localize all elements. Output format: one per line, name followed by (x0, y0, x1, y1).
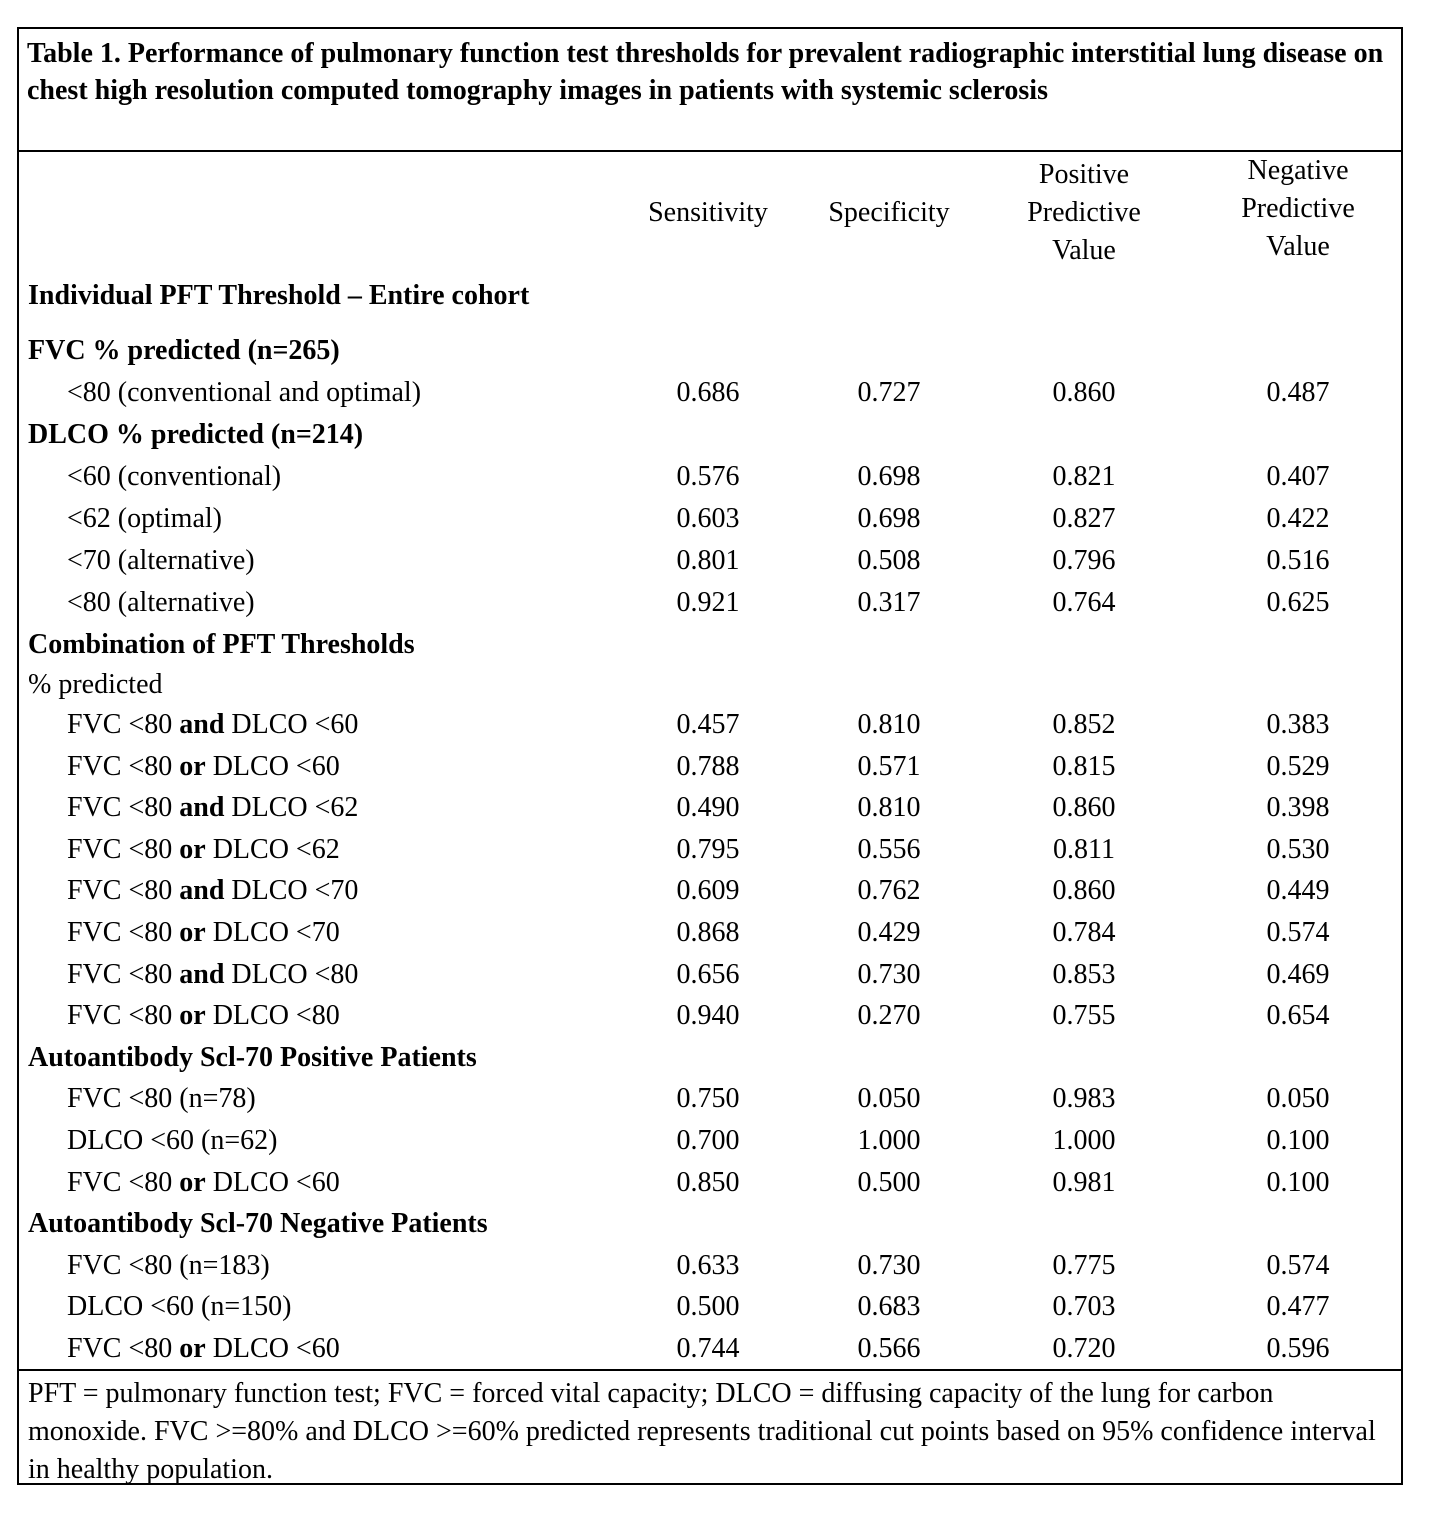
specificity-value: 0.556 (857, 833, 921, 865)
npv-value: 0.487 (1266, 377, 1330, 408)
row-label: <80 (conventional and optimal) (67, 377, 422, 408)
section-heading-fvc-label: FVC % predicted (n=265) (28, 335, 340, 366)
specificity-value: 0.500 (857, 1166, 921, 1198)
npv-value: 0.407 (1266, 461, 1330, 492)
specificity-value: 0.317 (857, 587, 921, 618)
table-row (19, 1286, 1401, 1328)
ppv-value: 0.827 (1052, 503, 1116, 534)
npv-value: 0.422 (1266, 503, 1330, 534)
row-label-post: DLCO <60 (205, 1333, 340, 1364)
sensitivity-value: 0.850 (676, 1166, 740, 1198)
row-label-post: DLCO <60 (205, 1166, 340, 1198)
column-header-row (19, 152, 1401, 282)
column-header-npv-line: Value (1266, 231, 1330, 262)
row-label (67, 995, 340, 1037)
table-row (19, 582, 1401, 624)
specificity-value: 0.727 (857, 377, 921, 408)
table-row (19, 1120, 1401, 1162)
row-label-pre: FVC <80 (67, 1333, 180, 1364)
table-row (19, 704, 1401, 746)
column-header-npv (1218, 152, 1378, 266)
column-header-specificity: Specificity (828, 197, 950, 228)
section-heading-scl70-negative-label: Autoantibody Scl-70 Negative Patients (28, 1208, 488, 1240)
ppv-value: 0.703 (1052, 1291, 1116, 1323)
row-label-post: DLCO <62 (224, 792, 359, 824)
ppv-value: 0.852 (1052, 709, 1116, 740)
column-header-ppv (1004, 156, 1164, 270)
table-row (19, 746, 1401, 788)
npv-value: 0.574 (1266, 917, 1330, 948)
npv-value: 0.469 (1266, 958, 1330, 990)
specificity-value: 0.571 (857, 750, 921, 782)
row-label-pre: FVC <80 (67, 750, 180, 782)
sensitivity-value: 0.788 (676, 750, 740, 782)
row-label (67, 954, 358, 996)
ppv-value: 0.764 (1052, 587, 1116, 618)
row-label-pre: DLCO <60 (n=150) (67, 1291, 292, 1323)
specificity-value: 0.810 (857, 709, 921, 740)
npv-value: 0.100 (1266, 1125, 1330, 1156)
table-row (19, 870, 1401, 912)
row-label (67, 1078, 256, 1120)
table-row (19, 1162, 1401, 1204)
section-subheading-label: % predicted (28, 669, 163, 700)
npv-value: 0.654 (1266, 1000, 1330, 1032)
ppv-value: 0.821 (1052, 461, 1116, 492)
sensitivity-value: 0.656 (676, 958, 740, 990)
row-label-post: DLCO <80 (224, 958, 359, 990)
specificity-value: 0.566 (857, 1333, 921, 1364)
table-row (19, 954, 1401, 996)
ppv-value: 0.784 (1052, 917, 1116, 948)
row-label-conjunction: or (179, 1166, 206, 1198)
sensitivity-value: 0.921 (676, 587, 740, 618)
row-label-pre: FVC <80 (67, 1166, 180, 1198)
sensitivity-value: 0.576 (676, 461, 740, 492)
row-label-pre: FVC <80 (67, 1000, 180, 1032)
section-heading-scl70-negative (19, 1203, 1401, 1245)
ppv-value: 0.853 (1052, 958, 1116, 990)
row-label (67, 912, 340, 954)
row-label (67, 1162, 340, 1204)
column-header-ppv-line: Positive (1038, 159, 1130, 190)
table-footnote: PFT = pulmonary function test; FVC = forced vital capacity; DLCO = diffusing capacity of the lung for carbon monoxide. FVC >=80% and DLCO >=60% predicted represents traditional cut points based on 95% confidence interval in healthy population. (19, 1369, 1401, 1485)
sensitivity-value: 0.940 (676, 1000, 740, 1032)
section-heading-individual (19, 275, 1401, 317)
row-label (67, 1120, 277, 1162)
row-label (67, 870, 358, 912)
section-heading-fvc (19, 330, 1401, 372)
row-label-pre: DLCO <60 (n=62) (67, 1125, 278, 1156)
row-label-pre: FVC <80 (n=183) (67, 1249, 270, 1281)
specificity-value: 0.730 (857, 1249, 921, 1281)
specificity-value: 1.000 (857, 1125, 921, 1156)
sensitivity-value: 0.700 (676, 1125, 740, 1156)
row-label-conjunction: or (179, 1333, 206, 1364)
row-label-conjunction: and (179, 709, 225, 740)
row-label: <60 (conventional) (67, 461, 282, 492)
column-header-ppv-line: Predictive (1027, 197, 1141, 228)
row-label: <80 (alternative) (67, 587, 255, 618)
sensitivity-value: 0.750 (676, 1083, 740, 1115)
ppv-value: 0.796 (1052, 545, 1116, 576)
section-subheading (19, 664, 1401, 706)
row-label: <70 (alternative) (67, 545, 255, 576)
row-label-conjunction: and (179, 875, 225, 907)
table-row (19, 1245, 1401, 1287)
table-row (19, 498, 1401, 540)
npv-value: 0.100 (1266, 1166, 1330, 1198)
row-label (67, 1245, 270, 1287)
sensitivity-value: 0.500 (676, 1291, 740, 1323)
row-label: <62 (optimal) (67, 503, 222, 534)
sensitivity-value: 0.686 (676, 377, 740, 408)
table-caption: Table 1. Performance of pulmonary function test thresholds for prevalent radiographic interstitial lung disease on chest high resolution computed tomography images in patients with systemic sclerosis (19, 29, 1401, 152)
row-label-conjunction: and (179, 792, 225, 824)
row-label-post: DLCO <70 (205, 917, 340, 948)
row-label-conjunction: or (179, 1000, 206, 1032)
ppv-value: 0.755 (1052, 1000, 1116, 1032)
npv-value: 0.529 (1266, 750, 1330, 782)
row-label-post: DLCO <62 (205, 833, 340, 865)
row-label-post: DLCO <60 (205, 750, 340, 782)
specificity-value: 0.508 (857, 545, 921, 576)
row-label-pre: FVC <80 (67, 833, 180, 865)
sensitivity-value: 0.457 (676, 709, 740, 740)
row-label (67, 1328, 340, 1370)
specificity-value: 0.762 (857, 875, 921, 907)
column-header-npv-line: Predictive (1241, 193, 1355, 224)
row-label-pre: FVC <80 (67, 875, 180, 907)
table-row (19, 372, 1401, 414)
sensitivity-value: 0.490 (676, 792, 740, 824)
results-table (17, 27, 1403, 1485)
table-row (19, 456, 1401, 498)
ppv-value: 0.815 (1052, 750, 1116, 782)
npv-value: 0.596 (1266, 1333, 1330, 1364)
section-heading-scl70-positive (19, 1037, 1401, 1079)
row-label-conjunction: or (179, 833, 206, 865)
row-label (67, 787, 358, 829)
specificity-value: 0.810 (857, 792, 921, 824)
row-label-conjunction: or (179, 750, 206, 782)
specificity-value: 0.429 (857, 917, 921, 948)
specificity-value: 0.698 (857, 503, 921, 534)
section-heading-dlco (19, 414, 1401, 456)
section-heading-combination (19, 624, 1401, 666)
ppv-value: 0.860 (1052, 875, 1116, 907)
row-label-pre: FVC <80 (67, 917, 180, 948)
npv-value: 0.625 (1266, 587, 1330, 618)
ppv-value: 0.775 (1052, 1249, 1116, 1281)
table-row (19, 1078, 1401, 1120)
column-header-npv-line: Negative (1247, 155, 1349, 186)
specificity-value: 0.270 (857, 1000, 921, 1032)
row-label-pre: FVC <80 (67, 958, 180, 990)
npv-value: 0.477 (1266, 1291, 1330, 1323)
row-label-pre: FVC <80 (67, 709, 180, 740)
specificity-value: 0.050 (857, 1083, 921, 1115)
ppv-value: 0.981 (1052, 1166, 1116, 1198)
row-label (67, 746, 340, 788)
table-row (19, 912, 1401, 954)
sensitivity-value: 0.868 (676, 917, 740, 948)
row-label-pre: FVC <80 (n=78) (67, 1083, 256, 1115)
row-label-post: DLCO <80 (205, 1000, 340, 1032)
npv-value: 0.516 (1266, 545, 1330, 576)
ppv-value: 0.811 (1053, 833, 1115, 865)
table-row (19, 787, 1401, 829)
ppv-value: 0.720 (1052, 1333, 1116, 1364)
npv-value: 0.383 (1266, 709, 1330, 740)
specificity-value: 0.730 (857, 958, 921, 990)
ppv-value: 1.000 (1052, 1125, 1116, 1156)
row-label (67, 829, 340, 871)
sensitivity-value: 0.744 (676, 1333, 740, 1364)
row-label (67, 1286, 291, 1328)
table-row (19, 540, 1401, 582)
table-row (19, 1328, 1401, 1370)
row-label-conjunction: and (179, 958, 225, 990)
npv-value: 0.530 (1266, 833, 1330, 865)
section-heading-individual-label: Individual PFT Threshold – Entire cohort (28, 280, 530, 311)
npv-value: 0.398 (1266, 792, 1330, 824)
ppv-value: 0.860 (1052, 377, 1116, 408)
specificity-value: 0.698 (857, 461, 921, 492)
table-row (19, 995, 1401, 1037)
npv-value: 0.050 (1266, 1083, 1330, 1115)
column-header-ppv-line: Value (1052, 235, 1116, 266)
specificity-value: 0.683 (857, 1291, 921, 1323)
ppv-value: 0.860 (1052, 792, 1116, 824)
sensitivity-value: 0.795 (676, 833, 740, 865)
row-label-pre: FVC <80 (67, 792, 180, 824)
sensitivity-value: 0.801 (676, 545, 740, 576)
row-label-post: DLCO <60 (224, 709, 359, 740)
column-header-sensitivity: Sensitivity (648, 197, 768, 228)
sensitivity-value: 0.609 (676, 875, 740, 907)
row-label-conjunction: or (179, 917, 206, 948)
npv-value: 0.449 (1266, 875, 1330, 907)
npv-value: 0.574 (1266, 1249, 1330, 1281)
row-label-post: DLCO <70 (224, 875, 359, 907)
sensitivity-value: 0.633 (676, 1249, 740, 1281)
section-heading-scl70-positive-label: Autoantibody Scl-70 Positive Patients (28, 1041, 477, 1073)
table-row (19, 829, 1401, 871)
section-heading-combination-label: Combination of PFT Thresholds (28, 629, 415, 660)
section-heading-dlco-label: DLCO % predicted (n=214) (28, 419, 364, 450)
row-label (67, 704, 358, 746)
sensitivity-value: 0.603 (676, 503, 740, 534)
ppv-value: 0.983 (1052, 1083, 1116, 1115)
